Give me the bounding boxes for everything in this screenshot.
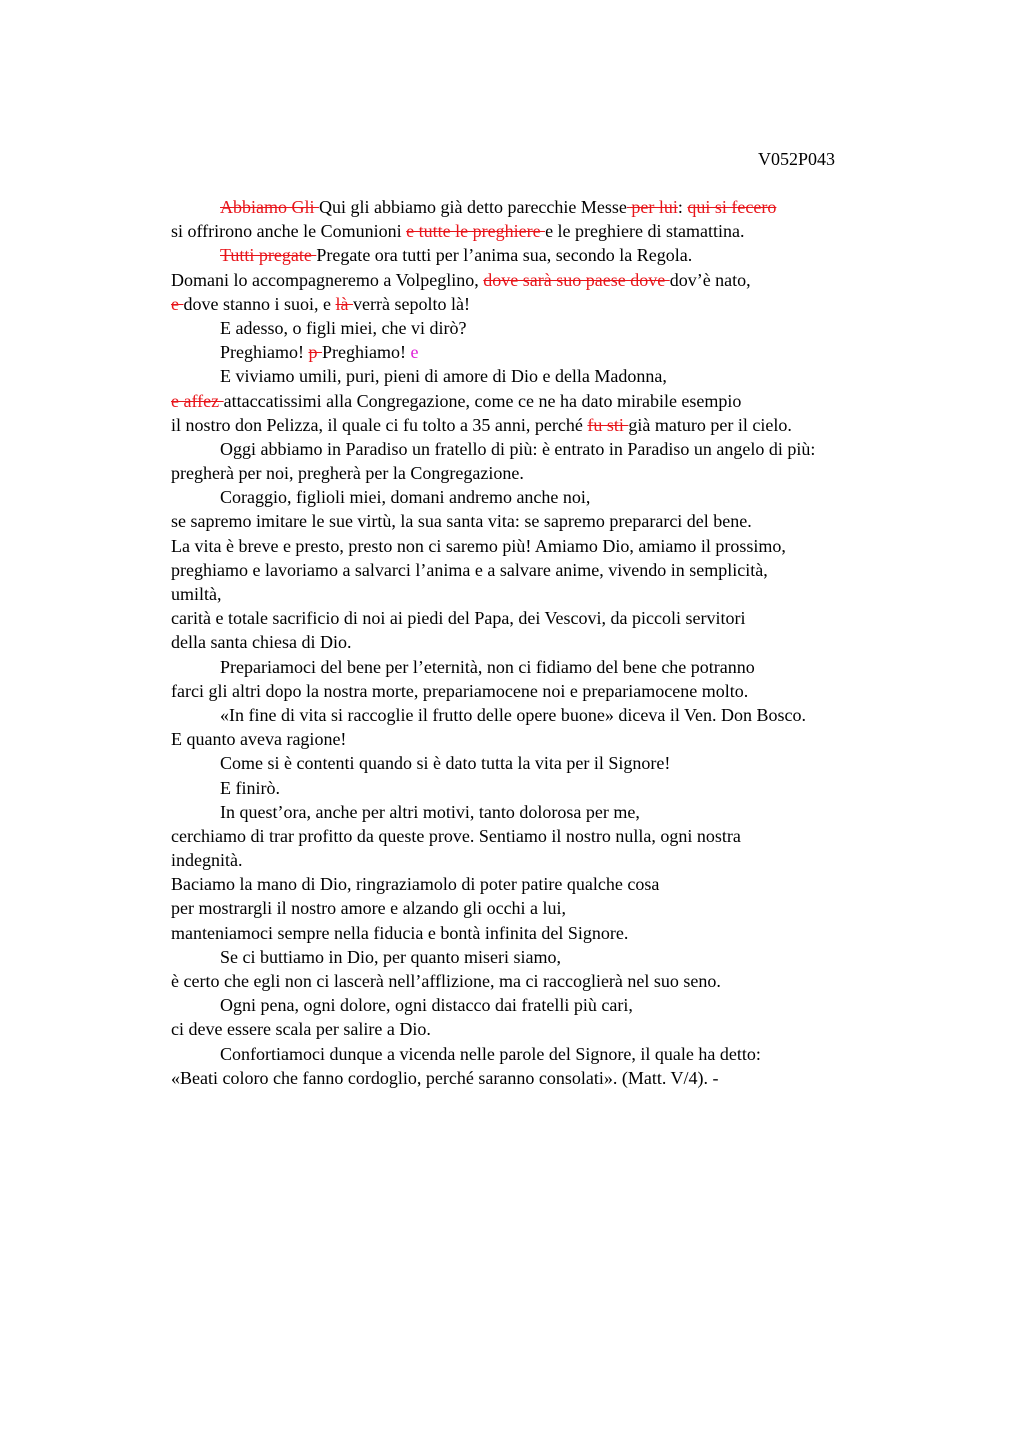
text-segment: Se ci buttiamo in Dio, per quanto miseri siamo, — [220, 946, 561, 967]
text-line — [171, 921, 931, 945]
deleted-text: qui si fecero — [687, 197, 777, 217]
text-line — [171, 485, 931, 509]
text-line — [171, 1042, 931, 1066]
text-line — [171, 824, 931, 848]
text-segment: Oggi abbiamo in Paradiso un fratello di più: è entrato in Paradiso un angelo di più: — [220, 438, 816, 459]
text-line — [171, 292, 931, 316]
page-id: V052P043 — [758, 149, 836, 169]
text-segment: Pregate ora tutti per l’anima sua, secondo la Regola. — [316, 245, 693, 266]
text-segment: Domani lo accompagneremo a Volpeglino, — [171, 269, 484, 290]
text-line — [171, 800, 931, 824]
text-line — [171, 316, 931, 340]
text-line — [171, 1017, 931, 1041]
deleted-text: per lui — [626, 197, 678, 217]
text-segment: si offrirono anche le Comunioni — [171, 221, 407, 242]
text-line — [171, 219, 931, 243]
deleted-text: e tutte le preghiere — [406, 221, 546, 242]
text-segment: per mostrargli il nostro amore e alzando gli occhi a lui, — [171, 898, 567, 919]
text-segment: se sapremo imitare le sue virtù, la sua santa vita: se sapremo prepararci del bene. — [171, 511, 752, 532]
text-line — [171, 364, 931, 388]
text-segment: E adesso, o figli miei, che vi dirò? — [220, 317, 467, 338]
document-body — [171, 195, 931, 1090]
text-line — [171, 945, 931, 969]
text-line — [171, 703, 931, 727]
text-line — [171, 243, 931, 267]
deleted-text: Abbiamo Gli — [220, 197, 319, 217]
text-segment: attaccatissimi alla Congregazione, come ce ne ha dato mirabile esempio — [223, 390, 742, 411]
text-line — [171, 872, 931, 896]
deleted-text: Tutti pregate — [220, 245, 317, 266]
text-segment: E quanto aveva ragione! — [171, 729, 347, 750]
text-segment: E finirò. — [220, 777, 280, 798]
text-segment: Baciamo la mano di Dio, ringraziamolo di poter patire qualche cosa — [171, 874, 660, 895]
text-line — [171, 389, 931, 413]
text-segment: carità e totale sacrificio di noi ai piedi del Papa, dei Vescovi, da piccoli servitori — [171, 608, 746, 629]
text-line — [171, 606, 931, 630]
text-line — [171, 340, 931, 364]
text-segment: cerchiamo di trar profitto da queste prove. Sentiamo il nostro nulla, ogni nostra — [171, 825, 741, 846]
text-line — [171, 268, 931, 292]
deleted-text: e affez — [171, 390, 224, 411]
text-line — [171, 195, 931, 219]
text-segment: La vita è breve e presto, presto non ci saremo più! Amiamo Dio, amiamo il prossimo, — [171, 535, 786, 556]
text-segment: «In fine di vita si raccoglie il frutto delle opere buone» diceva il Ven. Don Bosco. — [220, 704, 807, 725]
text-line — [171, 993, 931, 1017]
text-segment: Preghiamo! — [321, 342, 411, 363]
deleted-text: p — [308, 342, 322, 363]
text-line — [171, 969, 931, 993]
text-line — [171, 582, 931, 606]
text-segment: e le preghiere di stamattina. — [545, 221, 745, 242]
deleted-text: fu sti — [587, 414, 629, 435]
text-line — [171, 896, 931, 920]
text-segment: pregherà per noi, pregherà per la Congregazione. — [171, 463, 524, 484]
text-segment: farci gli altri dopo la nostra morte, prepariamocene noi e prepariamocene molto. — [171, 680, 749, 701]
text-segment: ci deve essere scala per salire a Dio. — [171, 1019, 431, 1040]
text-segment: «Beati coloro che fanno cordoglio, perché saranno consolati». (Matt. V/4). - — [171, 1067, 719, 1088]
text-line — [171, 509, 931, 533]
text-segment: indegnità. — [171, 850, 243, 871]
text-segment: Come si è contenti quando si è dato tutta la vita per il Signore! — [220, 753, 671, 774]
text-segment: verrà sepolto là! — [352, 293, 470, 314]
text-segment: Ogni pena, ogni dolore, ogni distacco dai fratelli più cari, — [220, 995, 633, 1016]
text-line — [171, 461, 931, 485]
text-segment: il nostro don Pelizza, il quale ci fu tolto a 35 anni, perché — [171, 414, 588, 435]
text-segment: E viviamo umili, puri, pieni di amore di Dio e della Madonna, — [220, 366, 667, 387]
deleted-text: e — [171, 293, 184, 314]
text-line — [171, 727, 931, 751]
text-segment: Qui gli abbiamo già detto parecchie Messe — [319, 197, 627, 217]
text-line — [171, 751, 931, 775]
text-segment: Coraggio, figlioli miei, domani andremo anche noi, — [220, 487, 591, 508]
text-segment: preghiamo e lavoriamo a salvarci l’anima e a salvare anime, vivendo in semplicità, — [171, 559, 768, 580]
text-line — [171, 558, 931, 582]
text-line — [171, 1066, 931, 1090]
text-segment: della santa chiesa di Dio. — [171, 632, 352, 653]
text-segment: Prepariamoci del bene per l’eternità, non ci fidiamo del bene che potranno — [220, 656, 755, 677]
text-segment: manteniamoci sempre nella fiducia e bontà infinita del Signore. — [171, 922, 629, 943]
text-segment: è certo che egli non ci lascerà nell’afflizione, ma ci raccoglierà nel suo seno. — [171, 971, 721, 991]
text-segment: già maturo per il cielo. — [628, 414, 792, 435]
text-line — [171, 437, 931, 461]
text-segment: umiltà, — [171, 584, 222, 604]
text-segment: : — [677, 197, 688, 217]
text-line — [171, 534, 931, 558]
deleted-text: dove sarà suo paese dove — [483, 269, 670, 290]
text-segment: In quest’ora, anche per altri motivi, tanto dolorosa per me, — [220, 801, 640, 822]
text-line — [171, 848, 931, 872]
text-segment: dov’è nato, — [669, 269, 751, 290]
text-segment: dove stanno i suoi, e — [183, 293, 336, 314]
deleted-text: là — [335, 293, 353, 314]
text-segment: Confortiamoci dunque a vicenda nelle parole del Signore, il quale ha detto: — [220, 1043, 761, 1064]
text-line — [171, 776, 931, 800]
text-segment: Preghiamo! — [220, 342, 309, 363]
text-line — [171, 630, 931, 654]
text-line — [171, 679, 931, 703]
inserted-text: e — [410, 342, 419, 363]
text-line — [171, 655, 931, 679]
text-line — [171, 413, 931, 437]
